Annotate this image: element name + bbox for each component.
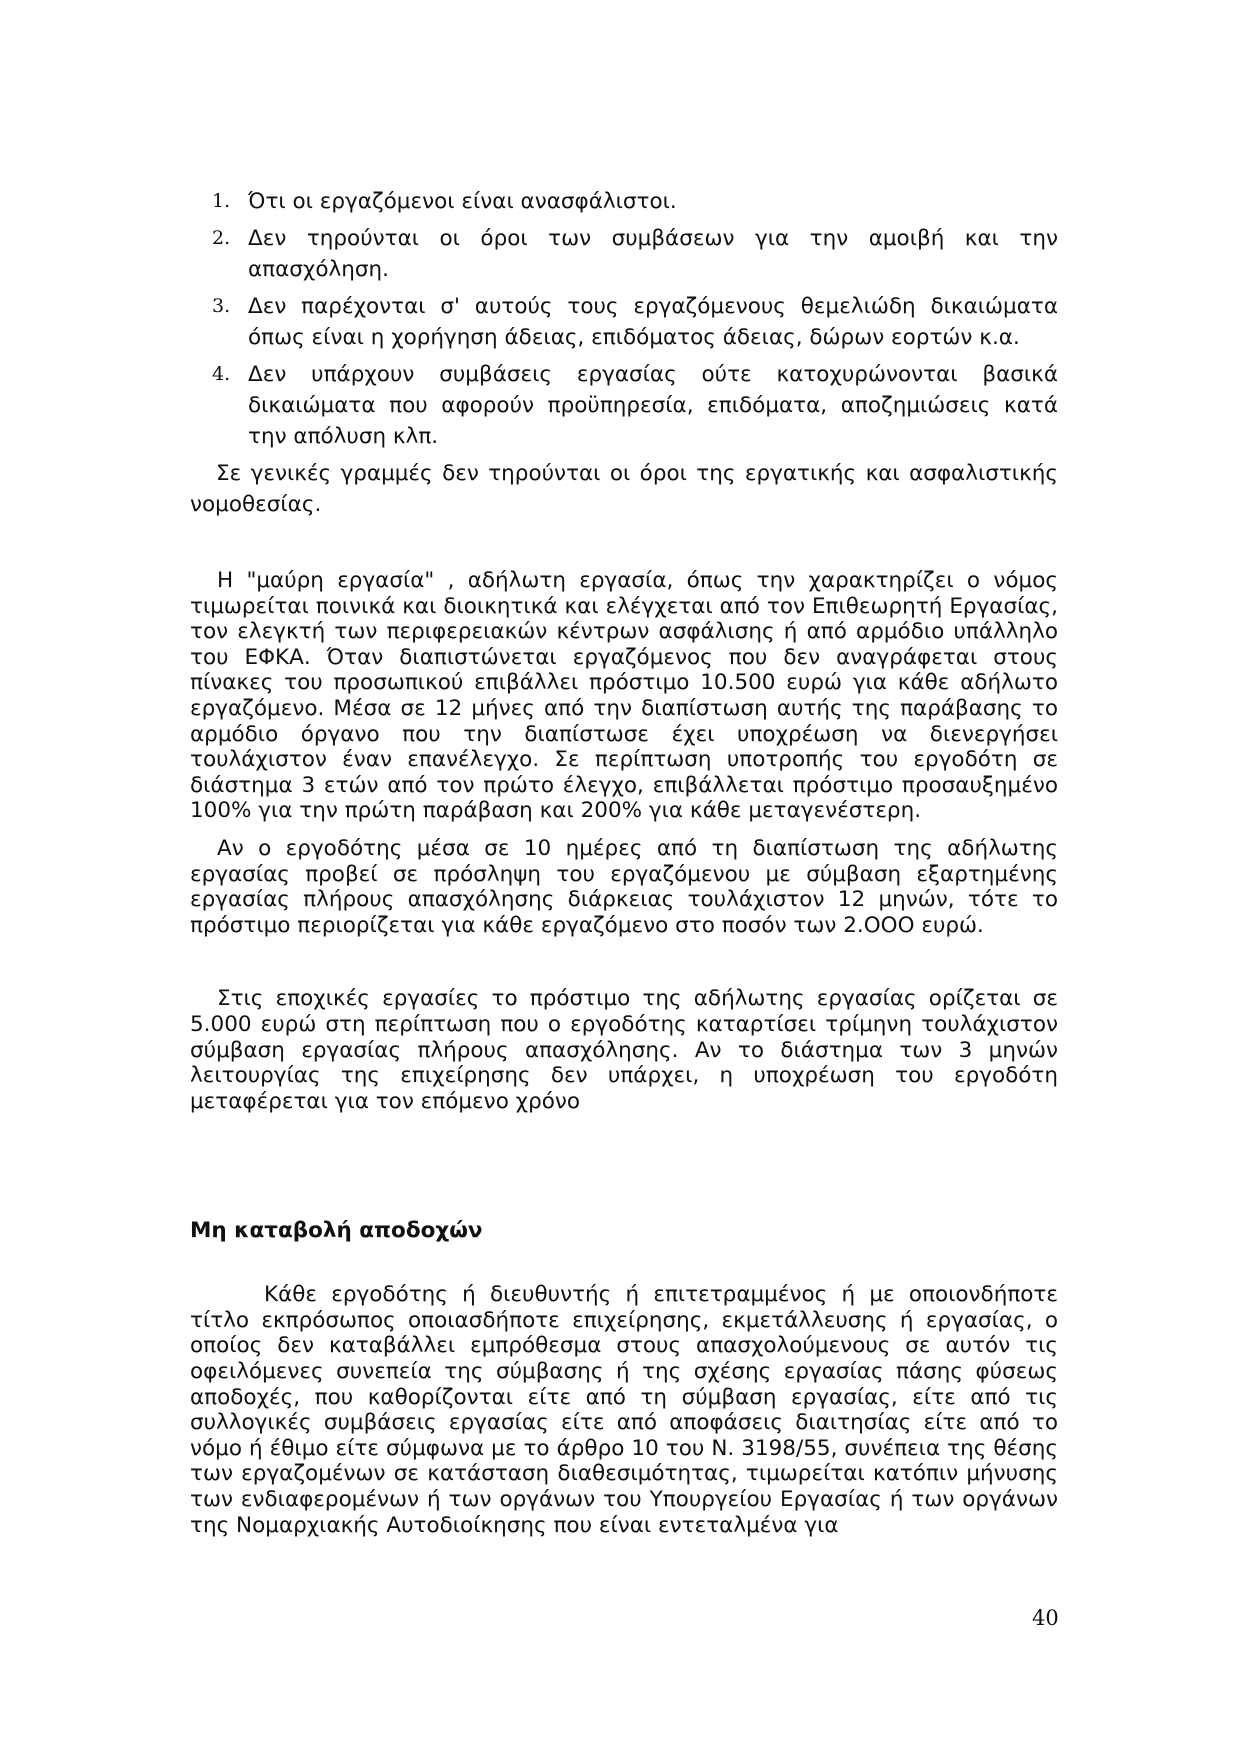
conditions-list: [190, 186, 1058, 452]
list-item: [190, 223, 1058, 285]
reduced-fine-paragraph: Αν ο εργοδότης μέσα σε 10 ημέρες από τη διαπίστωση της αδήλωτης εργασίας προβεί σε πρόσληψη του εργαζόμενου με σύμβαση εξαρτημένης εργασίας πλήρους απασχόλησης διάρκειας τουλάχιστον 12 μηνών, τότε το πρόστιμο περιορίζεται για κάθε εργαζόμενο στο ποσόν των 2.ΟΟΟ ευρώ.: [190, 835, 1058, 938]
spacer: [190, 1244, 1058, 1282]
list-item: [190, 359, 1058, 452]
summary-paragraph: Σε γενικές γραμμές δεν τηρούνται οι όροι της εργατικής και ασφαλιστικής νομοθεσίας.: [190, 461, 1058, 517]
non-payment-paragraph: Κάθε εργοδότης ή διευθυντής ή επιτετραμμένος ή με οποιονδήποτε τίτλο εκπρόσωπος οποιασδήποτε επιχείρησης, εκμετάλλευσης ή εργασίας, ο οποίος δεν καταβάλλει εμπρόθεσμα στους απασχολούμενους σε αυτόν τις οφειλόμενες συνεπεία της σύμβασης ή της σχέσης εργασίας πάσης φύσεως αποδοχές, που καθορίζονται είτε από τη σύμβαση εργασίας, είτε από τις συλλογικές συμβάσεις εργασίας είτε από αποφάσεις διαιτησίας είτε από το νόμο ή έθιμο είτε σύμφωνα με το άρθρο 10 του Ν. 3198/55, συνέπεια της θέσης των εργαζομένων σε κατάσταση διαθεσιμότητας, τιμωρείται κατόπιν μήνυσης των ενδιαφερομένων ή των οργάνων του Υπουργείου Εργασίας ή των οργάνων της Νομαρχιακής Αυτοδιοίκησης που είναι εντεταλμένα για: [190, 1282, 1058, 1538]
list-item-number: 3.: [212, 295, 231, 317]
list-item-number: 1.: [212, 190, 231, 212]
spacer: [190, 520, 1058, 568]
list-item-text: Ότι οι εργαζόμενοι είναι ανασφάλιστοι.: [248, 189, 677, 214]
list-item: [190, 186, 1058, 217]
list-item-text: Δεν υπάρχουν συμβάσεις εργασίας ούτε κατοχυρώνονται βασικά δικαιώματα που αφορούν προϋπηρεσία, επιδόματα, αποζημιώσεις κατά την απόλυση κλπ.: [248, 362, 1058, 449]
list-item: [190, 291, 1058, 353]
black-work-paragraph: Η "μαύρη εργασία" , αδήλωτη εργασία, όπως την χαρακτηρίζει ο νόμος τιμωρείται ποινικά και διοικητικά και ελέγχεται από τον Επιθεωρητή Εργασίας, τον ελεγκτή των περιφερειακών κέντρων ασφάλισης ή από αρμόδιο υπάλληλο του ΕΦΚΑ. Όταν διαπιστώνεται εργαζόμενος που δεν αναγράφεται στους πίνακες του προσωπικού επιβάλλει πρόστιμο 10.500 ευρώ για κάθε αδήλωτο εργαζόμενο. Μέσα σε 12 μήνες από την διαπίστωση αυτής της παράβασης το αρμόδιο όργανο που την διαπίστωσε έχει υποχρέωση να διενεργήσει τουλάχιστον έναν επανέλεγχο. Σε περίπτωση υποτροπής του εργοδότη σε διάστημα 3 ετών από τον πρώτο έλεγχο, επιβάλλεται πρόστιμο προσαυξημένο 100% για την πρώτη παράβαση και 200% για κάθε μεταγενέστερη.: [190, 568, 1058, 824]
spacer: [190, 824, 1058, 836]
list-item-number: 4.: [212, 363, 231, 385]
page-number: 40: [1032, 1606, 1059, 1630]
list-item-number: 2.: [212, 227, 231, 249]
section-heading: Μη καταβολή αποδοχών: [190, 1218, 483, 1244]
page-content: [190, 186, 1058, 1538]
spacer: [190, 1114, 1058, 1218]
seasonal-work-paragraph: Στις εποχικές εργασίες το πρόστιμο της αδήλωτης εργασίας ορίζεται σε 5.000 ευρώ στη περίπτωση που ο εργοδότης καταρτίσει τρίμηνη τουλάχιστον σύμβαση εργασίας πλήρους απασχόλησης. Αν το διάστημα των 3 μηνών λειτουργίας της επιχείρησης δεν υπάρχει, η υποχρέωση του εργοδότη μεταφέρεται για τον επόμενο χρόνο: [190, 986, 1058, 1114]
list-item-text: Δεν τηρούνται οι όροι των συμβάσεων για την αμοιβή και την απασχόληση.: [248, 226, 1058, 282]
list-item-text: Δεν παρέχονται σ' αυτούς τους εργαζόμενους θεμελιώδη δικαιώματα όπως είναι η χορήγηση άδειας, επιδόματος άδειας, δώρων εορτών κ.α.: [248, 294, 1058, 350]
spacer: [190, 938, 1058, 986]
